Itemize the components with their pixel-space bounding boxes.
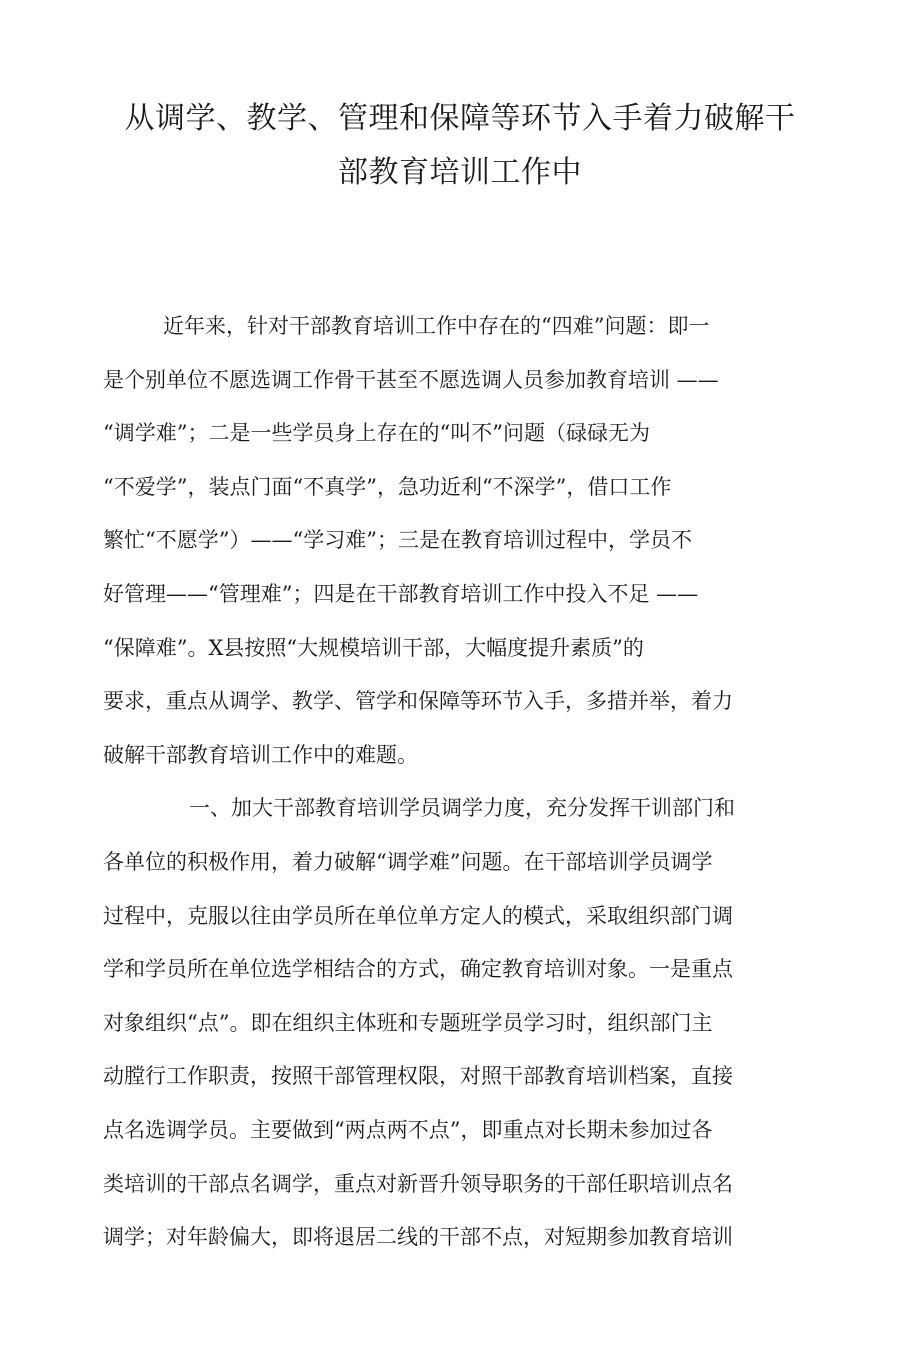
paragraph-line: 对象组织“点”。即在组织主体班和专题班学员学习时，组织部门主 — [103, 1010, 713, 1035]
paragraph-line: 是个别单位不愿选调工作骨干甚至不愿选调人员参加教育培训 —— — [103, 367, 719, 392]
document-title — [100, 92, 820, 200]
title-line-2: 部教育培训工作中 — [338, 155, 582, 190]
paragraph-line: 动膛行工作职责，按照干部管理权限，对照干部教育培训档案，直接 — [103, 1064, 733, 1089]
title-line-1: 从调学、教学、管理和保障等环节入手着力破解干 — [124, 101, 796, 136]
document-body — [103, 300, 783, 1265]
paragraph-line: 过程中，克服以往由学员所在单位单方定人的模式，采取组织部门调 — [103, 903, 733, 928]
paragraph-line: 各单位的积极作用，着力破解“调学难”问题。在干部培训学员调学 — [103, 849, 713, 874]
paragraph-line: 调学；对年龄偏大，即将退居二线的干部不点，对短期参加教育培训 — [103, 1225, 733, 1250]
paragraph-line: 要求，重点从调学、教学、管学和保障等环节入手，多措并举，着力 — [103, 689, 733, 714]
paragraph-section-one — [103, 782, 783, 1264]
paragraph-intro — [103, 300, 783, 782]
paragraph-line: “调学难”；二是一些学员身上存在的“叫不”问题（碌碌无为 — [103, 421, 650, 446]
paragraph-line: 点名选调学员。主要做到“两点两不点”，即重点对长期未参加过各 — [103, 1117, 713, 1142]
paragraph-line: “保障难”。X县按照“大规模培训干部，大幅度提升素质”的 — [103, 635, 644, 660]
paragraph-line: 破解干部教育培训工作中的难题。 — [103, 742, 418, 767]
paragraph-line: 繁忙“不愿学”）——“学习难”；三是在教育培训过程中，学员不 — [103, 528, 692, 553]
paragraph-line: 学和学员所在单位选学相结合的方式，确定教育培训对象。一是重点 — [103, 957, 733, 982]
paragraph-line: 好管理——“管理难”；四是在干部教育培训工作中投入不足 —— — [103, 581, 699, 606]
paragraph-line: 类培训的干部点名调学，重点对新晋升领导职务的干部任职培训点名 — [103, 1171, 733, 1196]
paragraph-line: 近年来，针对干部教育培训工作中存在的“四难”问题：即一 — [163, 314, 710, 338]
paragraph-line: “不爱学”，装点门面“不真学”，急功近利“不深学”，借口工作 — [103, 474, 672, 499]
paragraph-line: 一、加大干部教育培训学员调学力度，充分发挥干训部门和 — [189, 796, 735, 821]
